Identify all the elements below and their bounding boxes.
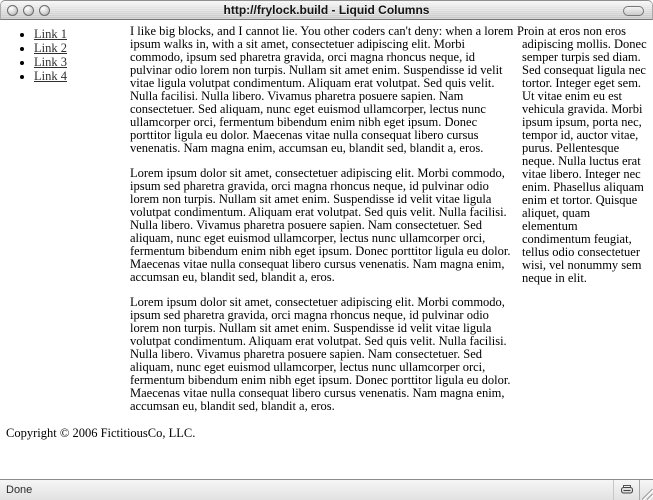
window-controls <box>7 1 50 19</box>
nav-list-item <box>34 70 130 83</box>
resize-grip-icon <box>640 486 653 500</box>
columns-row <box>6 25 653 425</box>
title-bar[interactable] <box>0 0 653 20</box>
minimize-button[interactable] <box>23 5 34 16</box>
main-column <box>130 25 517 425</box>
page-content <box>0 20 653 479</box>
related-column <box>517 25 648 285</box>
copyright-notice: Copyright © 2006 FictitiousCo, LLC. <box>6 426 196 440</box>
nav-link-list <box>6 28 130 84</box>
nav-link-3[interactable]: Link 3 <box>34 55 67 69</box>
nav-link-2[interactable]: Link 2 <box>34 41 67 55</box>
body-paragraph-1: I like big blocks, and I cannot lie. You other coders can't deny: when a lorem ipsum walks in, with a sit amet, consectetuer adipiscing elit. Morbi commodo, ipsum sed pharetra gravida, orci magna rhoncus neque, id pulvinar odio lorem non turpis. Nullam sit amet enim. Suspendisse id velit vitae ligula volutpat condimentum. Aliquam erat volutpat. Sed quis velit. Nulla facilisi. Nulla libero. Vivamus pharetra posuere sapien. Nam consectetuer. Sed aliquam, nunc eget euismod ullamcorper, lectus nunc ullamcorper orci, fermentum bibendum enim nibh eget ipsum. Donec porttitor ligula eu dolor. Maecenas vitae nulla consequat libero cursus venenatis. Nam magna enim, accumsan eu, blandit sed, blandit a, eros. <box>130 24 514 155</box>
related-paragraph: Proin at eros non eros adipiscing mollis. Donec semper turpis sed diam. Sed consequat ligula nec tortor. Integer eget sem. Ut vitae enim eu est vehicula gravida. Morbi ipsum ipsum, porta nec, tempor id, auctor vitae, purus. Pellentesque neque. Nulla luctus erat vitae libero. Integer nec enim. Phasellus aliquam enim et tortor. Quisque aliquet, quam elementum condimentum feugiat, tellus odio consectetuer wisi, vel nonummy sem neque in elit. <box>517 24 647 285</box>
nav-list-item <box>34 42 130 55</box>
zoom-button[interactable] <box>39 5 50 16</box>
nav-list-item <box>34 56 130 69</box>
nav-link-4[interactable]: Link 4 <box>34 69 67 83</box>
toolbar-toggle-button[interactable] <box>623 6 644 16</box>
printer-icon <box>620 484 634 496</box>
window-title: http://frylock.build - Liquid Columns <box>223 3 430 17</box>
resize-grip[interactable] <box>639 480 653 500</box>
print-button[interactable] <box>613 480 639 500</box>
nav-link-1[interactable]: Link 1 <box>34 27 67 41</box>
status-bar <box>0 479 653 500</box>
status-text: Done <box>6 484 33 496</box>
body-paragraph-2: Lorem ipsum dolor sit amet, consectetuer adipiscing elit. Morbi commodo, ipsum sed pharetra gravida, orci magna rhoncus neque, id pulvinar odio lorem non turpis. Nullam sit amet enim. Suspendisse id velit vitae ligula volutpat condimentum. Aliquam erat volutpat. Sed quis velit. Nulla facilisi. Nulla libero. Vivamus pharetra posuere sapien. Nam consectetuer. Sed aliquam, nunc eget euismod ullamcorper, lectus nunc ullamcorper orci, fermentum bibendum enim nibh eget ipsum. Donec porttitor ligula eu dolor. Maecenas vitae nulla consequat libero cursus venenatis. Nam magna enim, accumsan eu, blandit sed, blandit a, eros. <box>130 166 511 284</box>
close-button[interactable] <box>7 5 18 16</box>
body-paragraph-3: Lorem ipsum dolor sit amet, consectetuer adipiscing elit. Morbi commodo, ipsum sed pharetra gravida, orci magna rhoncus neque, id pulvinar odio lorem non turpis. Nullam sit amet enim. Suspendisse id velit vitae ligula volutpat condimentum. Aliquam erat volutpat. Sed quis velit. Nulla facilisi. Nulla libero. Vivamus pharetra posuere sapien. Nam consectetuer. Sed aliquam, nunc eget euismod ullamcorper, lectus nunc ullamcorper orci, fermentum bibendum enim nibh eget ipsum. Donec porttitor ligula eu dolor. Maecenas vitae nulla consequat libero cursus venenatis. Nam magna enim, accumsan eu, blandit sed, blandit a, eros. <box>130 295 511 413</box>
nav-list-item <box>34 28 130 41</box>
